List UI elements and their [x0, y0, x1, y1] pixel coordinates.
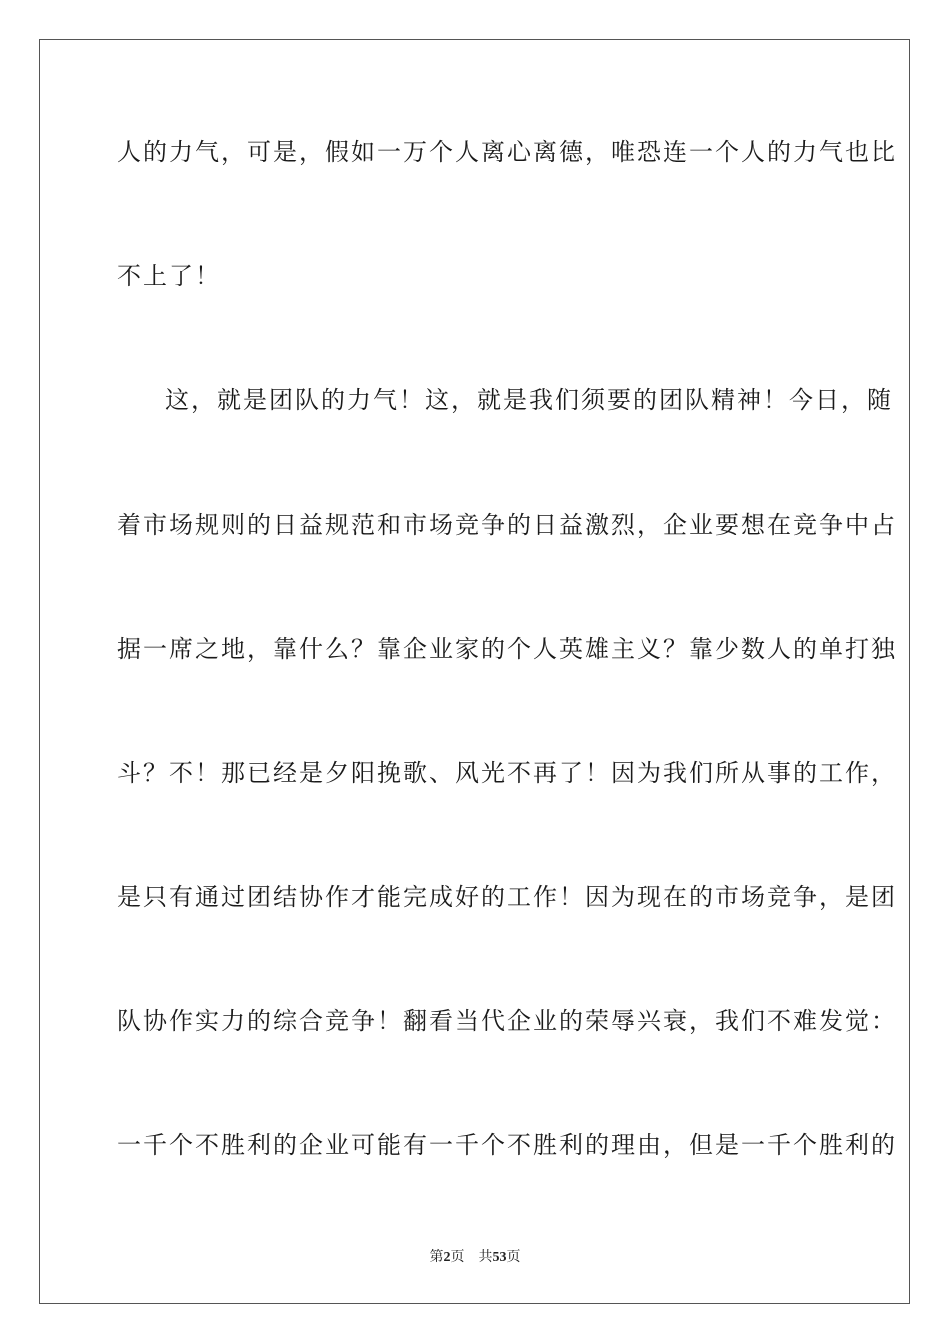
page-suffix: 页	[450, 1249, 465, 1265]
page-number: 2	[443, 1250, 451, 1265]
paragraph-line: 着市场规则的日益规范和市场竞争的日益激烈，企业要想在竞争中占	[117, 511, 897, 539]
paragraph-line: 这，就是团队的力气！这，就是我们须要的团队精神！今日，随	[165, 386, 893, 414]
page-border	[39, 39, 910, 1304]
paragraph-line: 人的力气，可是，假如一万个人离心离德，唯恐连一个人的力气也比	[117, 138, 897, 166]
total-suffix: 页	[506, 1249, 521, 1265]
page-prefix: 第	[429, 1249, 444, 1265]
paragraph-line: 据一席之地，靠什么？靠企业家的个人英雄主义？靠少数人的单打独	[117, 635, 897, 663]
paragraph-line: 是只有通过团结协作才能完成好的工作！因为现在的市场竞争，是团	[117, 883, 897, 911]
total-prefix: 共	[478, 1249, 493, 1265]
paragraph-line: 一千个不胜利的企业可能有一千个不胜利的理由，但是一千个胜利的	[117, 1131, 897, 1159]
page-footer	[0, 1248, 950, 1267]
paragraph-line: 斗？不！那已经是夕阳挽歌、风光不再了！因为我们所从事的工作，	[117, 759, 897, 787]
paragraph-line: 不上了！	[117, 262, 221, 290]
total-pages: 53	[492, 1250, 507, 1265]
paragraph-line: 队协作实力的综合竞争！翻看当代企业的荣辱兴衰，我们不难发觉：	[117, 1007, 897, 1035]
